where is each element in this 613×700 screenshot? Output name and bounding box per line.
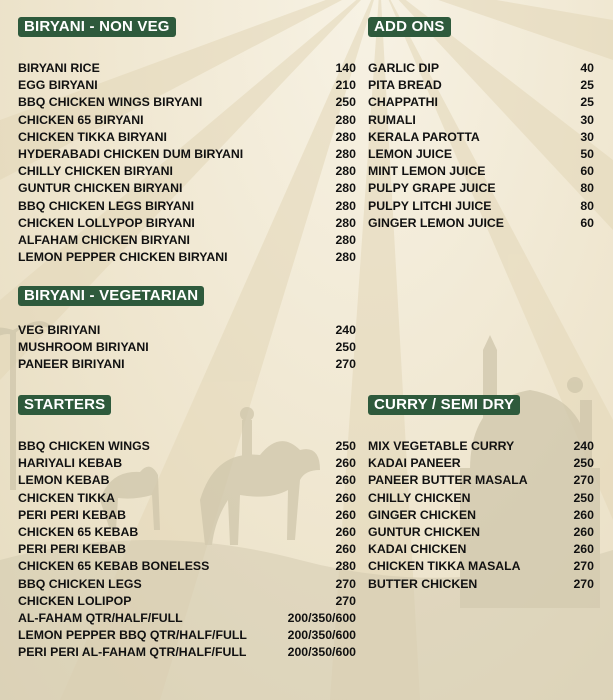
menu-item-name: VEG BIRIYANI xyxy=(18,323,101,337)
menu-item-name: RUMALI xyxy=(368,112,416,127)
menu-item xyxy=(18,249,356,266)
menu-item-name: CHICKEN TIKKA xyxy=(18,490,116,505)
menu-item-price: 260 xyxy=(335,456,356,471)
menu-item-name: ALFAHAM CHICKEN BIRYANI xyxy=(18,232,190,247)
menu-item xyxy=(368,180,594,197)
menu-item xyxy=(368,146,594,163)
menu-item-name: CHILLY CHICKEN BIRYANI xyxy=(18,164,173,179)
menu-item xyxy=(368,198,594,215)
menu-item-price: 80 xyxy=(580,181,594,196)
section-curry xyxy=(368,395,594,593)
menu-item-name: BIRYANI RICE xyxy=(18,61,100,75)
menu-item-price: 280 xyxy=(335,129,356,144)
section-header: STARTERS xyxy=(18,395,111,415)
menu-item-price: 140 xyxy=(335,61,356,75)
section-biryani-veg xyxy=(18,286,356,374)
menu-item-price: 260 xyxy=(335,473,356,488)
menu-item xyxy=(18,215,356,232)
menu-item xyxy=(368,60,594,77)
menu-item xyxy=(368,558,594,575)
menu-item xyxy=(368,490,594,507)
menu-item-price: 270 xyxy=(335,576,356,591)
menu-item-name: KERALA PAROTTA xyxy=(368,129,480,144)
menu-item xyxy=(18,610,356,627)
menu-item-name: BBQ CHICKEN WINGS BIRYANI xyxy=(18,95,203,110)
menu-item xyxy=(368,163,594,180)
menu-item-price: 280 xyxy=(335,181,356,196)
menu-item-price: 260 xyxy=(573,507,594,522)
menu-item-name: CHICKEN LOLIPOP xyxy=(18,593,132,608)
section-starters xyxy=(18,395,356,661)
section-header: BIRYANI - VEGETARIAN xyxy=(18,286,204,306)
menu-item-price: 200/350/600 xyxy=(287,645,356,660)
menu-item-name: BBQ CHICKEN LEGS BIRYANI xyxy=(18,198,195,213)
menu-item-name: KADAI PANEER xyxy=(368,456,461,471)
menu-item xyxy=(368,455,594,472)
menu-item xyxy=(18,490,356,507)
menu-item-price: 240 xyxy=(573,439,594,453)
menu-item-price: 250 xyxy=(335,95,356,110)
menu-item-price: 250 xyxy=(573,456,594,471)
menu-item xyxy=(18,558,356,575)
menu-item-price: 210 xyxy=(335,78,356,93)
menu-item-price: 280 xyxy=(335,198,356,213)
menu-item-name: LEMON PEPPER CHICKEN BIRYANI xyxy=(18,250,228,265)
menu-item-name: CHICKEN LOLLYPOP BIRYANI xyxy=(18,215,195,230)
menu-item xyxy=(18,60,356,77)
menu-item-price: 280 xyxy=(335,112,356,127)
menu-item-name: CHICKEN 65 KEBAB xyxy=(18,524,139,539)
menu-item-name: CHICKEN 65 KEBAB BONELESS xyxy=(18,559,210,574)
menu-item xyxy=(18,541,356,558)
menu-item-price: 280 xyxy=(335,164,356,179)
menu-list xyxy=(18,60,356,266)
menu-item-name: PERI PERI KEBAB xyxy=(18,507,126,522)
menu-item-price: 280 xyxy=(335,146,356,161)
menu-item-price: 250 xyxy=(573,490,594,505)
menu-item-price: 270 xyxy=(335,593,356,608)
menu-item-price: 280 xyxy=(335,215,356,230)
section-header: CURRY / SEMI DRY xyxy=(368,395,520,415)
menu-item-price: 280 xyxy=(335,559,356,574)
menu-item-name: PANEER BUTTER MASALA xyxy=(368,473,528,488)
menu-item xyxy=(18,146,356,163)
menu-item-name: GUNTUR CHICKEN BIRYANI xyxy=(18,181,183,196)
menu-item-price: 25 xyxy=(580,78,594,93)
menu-item-name: MUSHROOM BIRIYANI xyxy=(18,340,149,355)
menu-item xyxy=(18,593,356,610)
menu-item-price: 200/350/600 xyxy=(287,628,356,643)
menu-item xyxy=(368,112,594,129)
menu-item xyxy=(18,576,356,593)
menu-item xyxy=(368,472,594,489)
menu-item-name: EGG BIRYANI xyxy=(18,78,98,93)
menu-item xyxy=(18,438,356,455)
menu-item-price: 260 xyxy=(335,507,356,522)
menu-item xyxy=(18,232,356,249)
menu-item-price: 260 xyxy=(335,542,356,557)
menu-item xyxy=(368,507,594,524)
menu-item-name: MINT LEMON JUICE xyxy=(368,164,486,179)
menu-item xyxy=(18,627,356,644)
menu-item-name: CHAPPATHI xyxy=(368,95,438,110)
menu-list xyxy=(18,438,356,661)
section-header: BIRYANI - NON VEG xyxy=(18,17,176,37)
menu-item-name: LEMON PEPPER BBQ QTR/HALF/FULL xyxy=(18,628,247,643)
menu-item xyxy=(18,644,356,661)
menu-item xyxy=(18,507,356,524)
menu-item-price: 270 xyxy=(573,576,594,591)
menu-item-price: 270 xyxy=(573,473,594,488)
menu-item-name: PERI PERI KEBAB xyxy=(18,542,126,557)
menu-item-price: 50 xyxy=(580,146,594,161)
menu-item-price: 30 xyxy=(580,129,594,144)
menu-list xyxy=(368,60,594,232)
menu-item-name: PERI PERI AL-FAHAM QTR/HALF/FULL xyxy=(18,645,247,660)
menu-item xyxy=(368,77,594,94)
menu-item-price: 60 xyxy=(580,215,594,230)
menu-item-name: AL-FAHAM QTR/HALF/FULL xyxy=(18,610,183,625)
menu-item-name: GINGER LEMON JUICE xyxy=(368,215,504,230)
menu-item-name: CHICKEN 65 BIRYANI xyxy=(18,112,144,127)
menu-item xyxy=(18,77,356,94)
menu-item-name: MIX VEGETABLE CURRY xyxy=(368,439,515,453)
menu-item-price: 60 xyxy=(580,164,594,179)
menu-item-name: PULPY LITCHI JUICE xyxy=(368,198,492,213)
menu-item-name: BBQ CHICKEN WINGS xyxy=(18,439,150,453)
menu-list xyxy=(18,322,356,374)
menu-item-price: 30 xyxy=(580,112,594,127)
menu-item-price: 270 xyxy=(573,559,594,574)
menu-item xyxy=(368,541,594,558)
menu-item-price: 260 xyxy=(335,490,356,505)
menu-item xyxy=(18,472,356,489)
menu-item xyxy=(18,356,356,373)
menu-item xyxy=(368,438,594,455)
menu-item-price: 240 xyxy=(335,323,356,337)
menu-item-price: 80 xyxy=(580,198,594,213)
menu-item xyxy=(368,215,594,232)
menu-item-name: CHILLY CHICKEN xyxy=(368,490,471,505)
section-biryani-nonveg xyxy=(18,17,356,266)
menu-item-name: CHICKEN TIKKA BIRYANI xyxy=(18,129,167,144)
menu-item xyxy=(18,339,356,356)
menu-item xyxy=(368,524,594,541)
menu-item-price: 260 xyxy=(573,542,594,557)
menu-item-name: PANEER BIRIYANI xyxy=(18,357,125,372)
menu-item-price: 25 xyxy=(580,95,594,110)
menu-item-price: 260 xyxy=(573,524,594,539)
menu-item xyxy=(18,163,356,180)
section-header: ADD ONS xyxy=(368,17,451,37)
menu-item xyxy=(18,455,356,472)
menu-item-name: GINGER CHICKEN xyxy=(368,507,476,522)
menu-item xyxy=(18,524,356,541)
menu-item xyxy=(18,198,356,215)
menu-item-name: GARLIC DIP xyxy=(368,61,440,75)
menu-item-name: HARIYALI KEBAB xyxy=(18,456,123,471)
menu-item-price: 280 xyxy=(335,232,356,247)
menu-item-price: 40 xyxy=(580,61,594,75)
menu-item xyxy=(368,129,594,146)
menu-item xyxy=(18,322,356,339)
menu-item-name: LEMON JUICE xyxy=(368,146,453,161)
menu-item-price: 250 xyxy=(335,340,356,355)
menu-item xyxy=(368,94,594,111)
section-addons xyxy=(368,17,594,232)
menu-item-name: LEMON KEBAB xyxy=(18,473,110,488)
menu-item-price: 200/350/600 xyxy=(287,610,356,625)
menu-item-name: CHICKEN TIKKA MASALA xyxy=(368,559,521,574)
menu-item-name: BUTTER CHICKEN xyxy=(368,576,478,591)
menu-item-price: 270 xyxy=(335,357,356,372)
menu-item-price: 280 xyxy=(335,250,356,265)
menu-item-name: KADAI CHICKEN xyxy=(368,542,467,557)
menu-item-name: GUNTUR CHICKEN xyxy=(368,524,481,539)
menu-item-price: 250 xyxy=(335,439,356,453)
menu-item xyxy=(18,94,356,111)
menu-item-name: BBQ CHICKEN LEGS xyxy=(18,576,142,591)
menu-item-name: PITA BREAD xyxy=(368,78,442,93)
menu-item-price: 260 xyxy=(335,524,356,539)
menu-item xyxy=(368,576,594,593)
menu-list xyxy=(368,438,594,593)
menu-item-name: PULPY GRAPE JUICE xyxy=(368,181,496,196)
menu-item-name: HYDERABADI CHICKEN DUM BIRYANI xyxy=(18,146,244,161)
menu-item xyxy=(18,129,356,146)
menu-item xyxy=(18,112,356,129)
menu-item xyxy=(18,180,356,197)
